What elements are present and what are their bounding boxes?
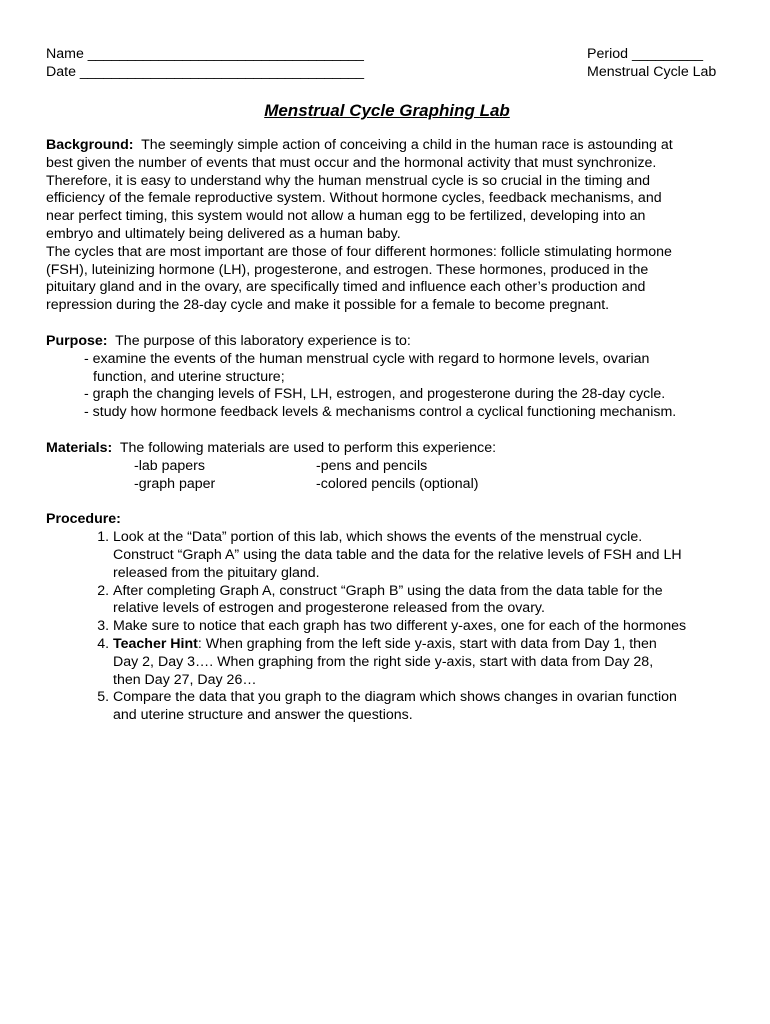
header: [46, 46, 728, 82]
background-line: efficiency of the female reproductive system. Without hormone cycles, feedback mechanisms, and: [46, 190, 662, 207]
class-info: [587, 46, 716, 81]
student-info: [46, 46, 364, 81]
procedure-step: [113, 636, 728, 689]
background-section: [46, 137, 728, 315]
step-text: Day 2, Day 3…. When graphing from the right side y-axis, start with data from Day 28,: [113, 653, 654, 670]
purpose-list: [46, 351, 728, 422]
background-line: Therefore, it is easy to understand why the human menstrual cycle is so crucial in the timing and: [46, 172, 651, 189]
step-text: 5. Compare the data that you graph to the diagram which shows changes in ovarian function: [113, 689, 677, 706]
step-text: and uterine structure and answer the questions.: [113, 707, 413, 724]
material-item: -graph paper: [134, 475, 216, 492]
background-line: pituitary gland and in the ovary, are specifically timed and influence each other’s production and: [46, 279, 646, 296]
list-item: - examine the events of the human menstrual cycle with regard to hormone levels, ovarian: [84, 350, 650, 367]
name-line: Name ___________________________________: [46, 46, 364, 62]
step-text: 2. After completing Graph A, construct “Graph B” using the data from the data table for the: [113, 582, 663, 599]
procedure-step: [113, 689, 728, 725]
background-line: The seemingly simple action of conceiving a child in the human race is astounding at: [141, 137, 673, 153]
step-text: 1. Look at the “Data” portion of this lab, which shows the events of the menstrual cycle.: [113, 529, 643, 546]
background-line: embryo and ultimately being delivered as a human baby.: [46, 225, 401, 242]
purpose-intro: The purpose of this laboratory experience is to:: [115, 332, 411, 349]
worksheet-page: [46, 46, 728, 725]
materials-intro: The following materials are used to perform this experience:: [119, 439, 497, 456]
material-item: -colored pencils (optional): [316, 475, 479, 492]
procedure-section: [46, 511, 728, 725]
material-item: -lab papers: [134, 457, 205, 474]
step-text: then Day 27, Day 26…: [113, 671, 257, 688]
materials-row: [46, 476, 728, 494]
materials-row: [46, 458, 728, 476]
procedure-list: [46, 529, 728, 725]
step-text: : When graphing from the left side y-axis, start with data from Day 1, then: [197, 635, 657, 652]
step-text: relative levels of estrogen and progesterone released from the ovary.: [113, 600, 545, 617]
procedure-step: [113, 583, 728, 619]
step-text: Construct “Graph A” using the data table and the data for the relative levels of FSH and LH: [113, 546, 682, 563]
purpose-section: [46, 333, 728, 422]
background-line: best given the number of events that must occur and the hormonal activity that must synchronize.: [46, 154, 657, 171]
period-line: Period _________: [587, 46, 703, 62]
page-title: Menstrual Cycle Graphing Lab: [264, 101, 510, 120]
background-label: Background:: [46, 137, 134, 153]
background-line: The cycles that are most important are those of four different hormones: follicle stimulating hormone: [46, 243, 672, 260]
step-text: 3. Make sure to notice that each graph has two different y-axes, one for each of the hormones: [113, 618, 687, 635]
background-line: repression during the 28-day cycle and make it possible for a female to become pregnant.: [46, 297, 610, 314]
background-line: (FSH), luteinizing hormone (LH), progesterone, and estrogen. These hormones, produced in the: [46, 261, 649, 278]
materials-label: Materials:: [46, 439, 113, 456]
lab-label: Menstrual Cycle Lab: [587, 63, 717, 80]
procedure-step: [113, 529, 728, 582]
material-item: -pens and pencils: [316, 457, 428, 474]
background-line: near perfect timing, this system would not allow a human egg to be fertilized, developing into an: [46, 208, 646, 225]
list-item: - graph the changing levels of FSH, LH, estrogen, and progesterone during the 28-day cycle.: [84, 386, 666, 403]
list-item: - study how hormone feedback levels & mechanisms control a cyclical functioning mechanism.: [84, 404, 677, 421]
procedure-label: Procedure:: [46, 511, 121, 528]
date-line: Date ____________________________________: [46, 63, 364, 80]
purpose-label: Purpose:: [46, 332, 108, 349]
materials-section: [46, 440, 728, 493]
list-item: function, and uterine structure;: [93, 368, 285, 385]
step-text: released from the pituitary gland.: [113, 564, 320, 581]
procedure-step: [113, 618, 728, 636]
teacher-hint-label: Teacher Hint: [113, 635, 198, 652]
